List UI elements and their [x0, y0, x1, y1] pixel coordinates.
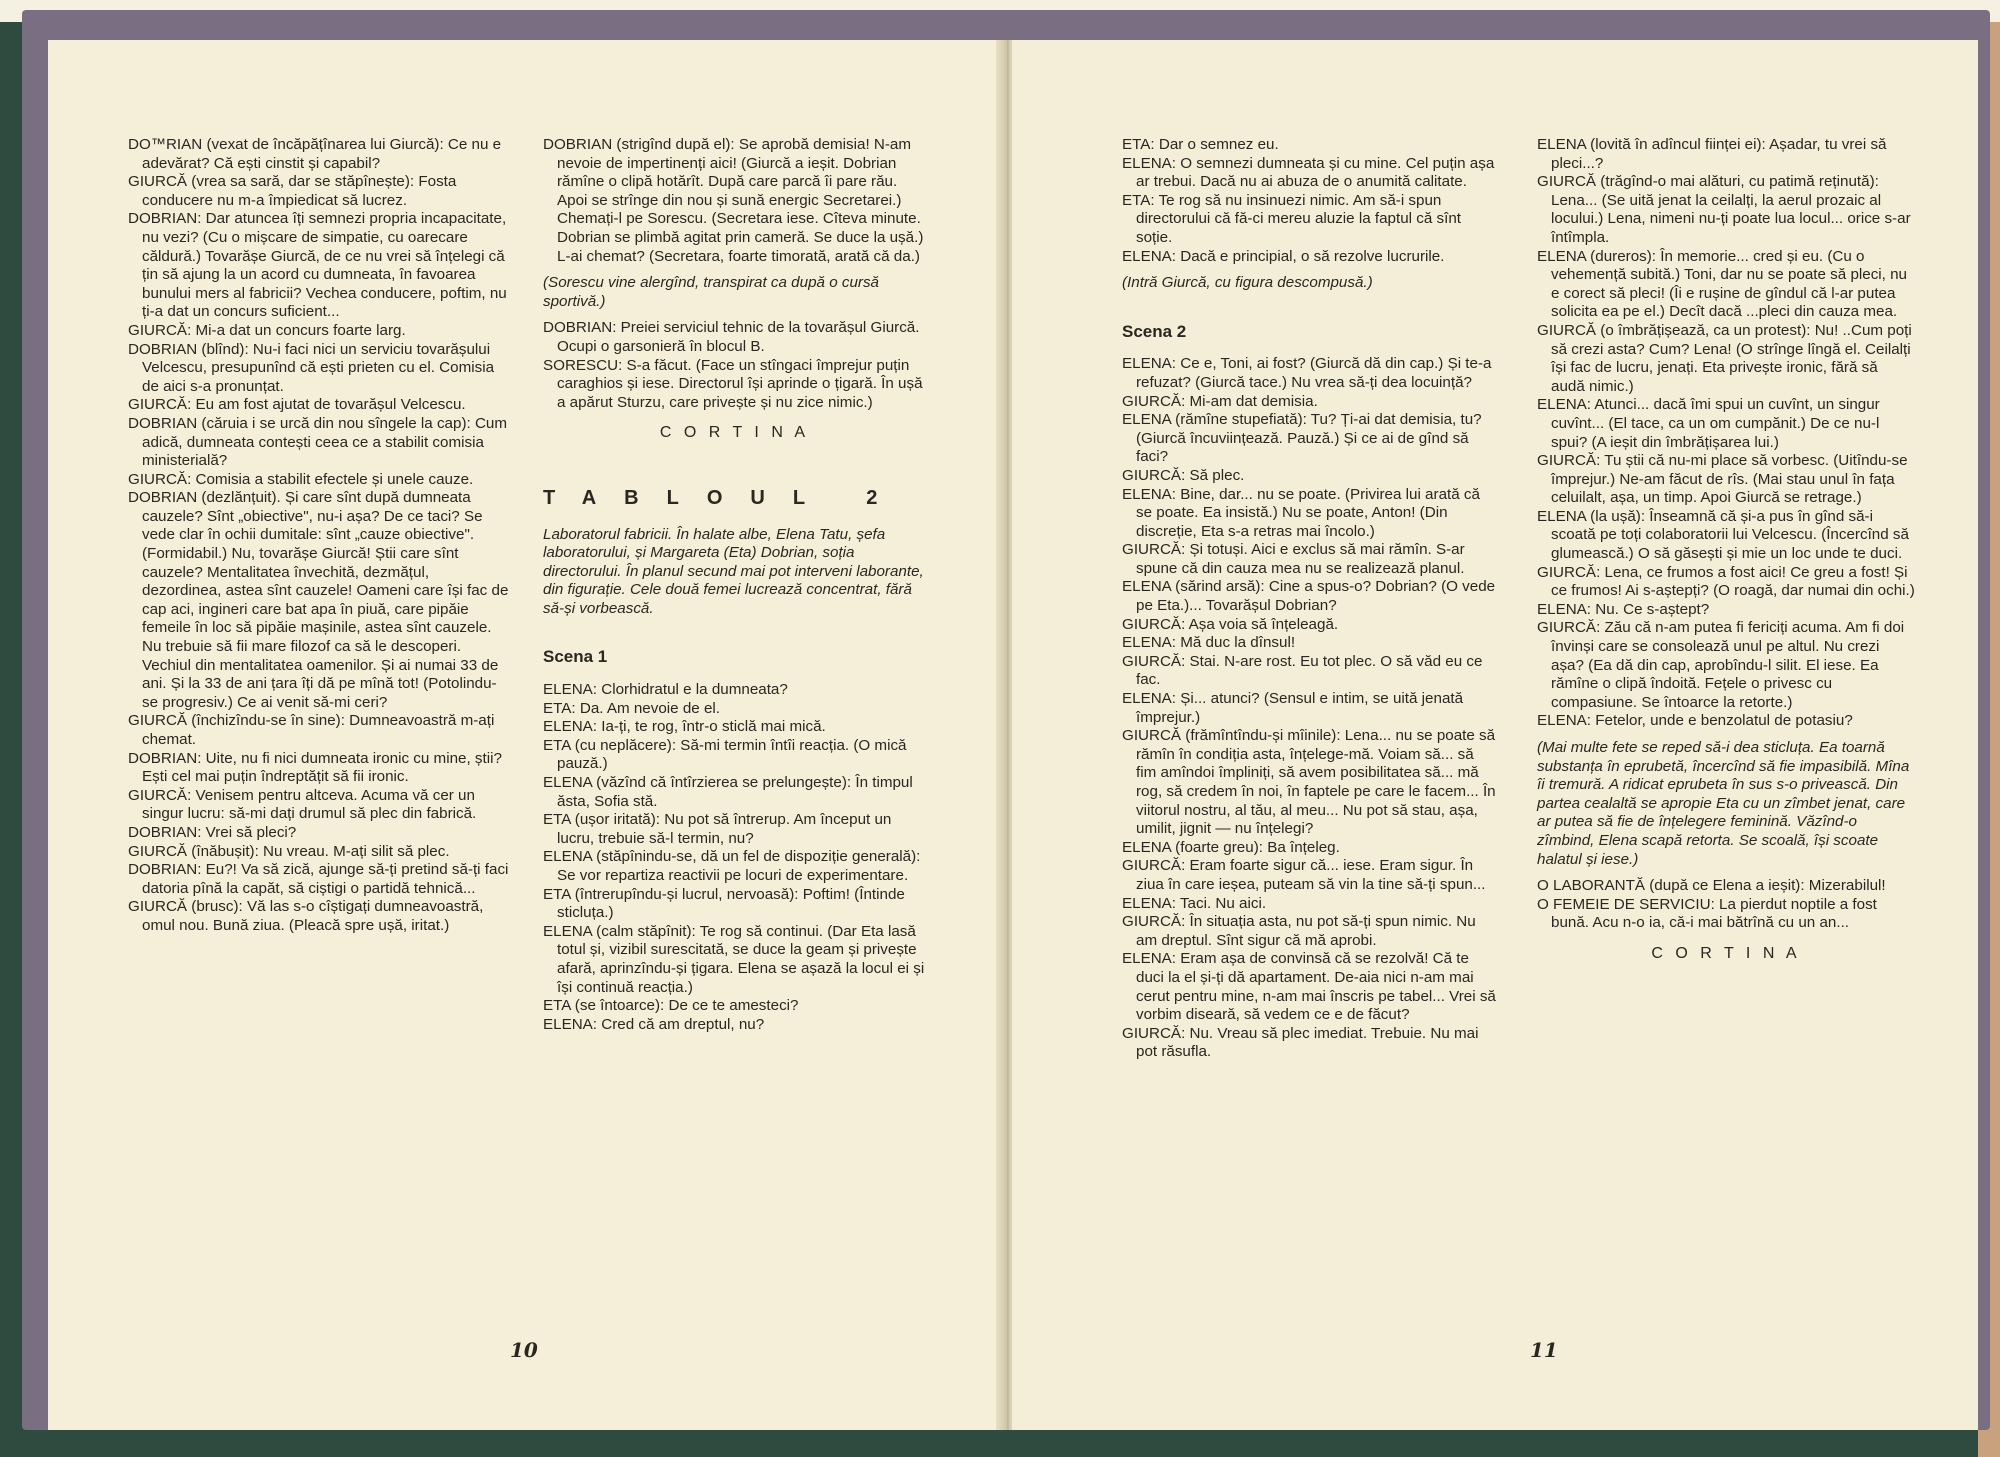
dialogue-line: ELENA (văzînd că întîrzierea se prelungește): În timpul ăsta, Sofia stă.: [543, 774, 913, 810]
dialogue-line: DOBRIAN (dezlănțuit). Și care sînt după dumneata cauzele? Sînt „obiective", nu-i așa? De ce taci? Se vede clar în ochii dumitale: sînt „cauze obiective". (Formidabil.) Nu, tovarășe Giurcă! Știi care sînt cauzele? Mentalitatea învechită, dezmățul, dezordinea, astea sînt cauzele! Oameni care își fac de cap aci, ingineri care bat apa în piuă, care pipăie femeile în loc să pipăie mașinile, astea sînt cauzele. Nu trebuie să fii mare filozof ca să le descoperi. Vechiul din mentalitatea oamenilor. Și ai numai 33 de ani. Și la 33 de ani țara îți dă pe mînă tot! (Potolindu-se progresiv.) Ce ai venit să-mi ceri?: [128, 489, 509, 711]
dialogue-line: ELENA (la ușă): Înseamnă că și-a pus în gînd să-i scoată pe toți colaboratorii lui Velcescu. (Încercînd să glumească.) O să găsești și mie un loc unde te duci.: [1537, 507, 1909, 563]
dialogue-line: DOBRIAN: Preiei serviciul tehnic de la tovarășul Giurcă. Ocupi o garsonieră în blocul B.: [543, 319, 920, 355]
dialogue-line: GIURCĂ (vrea sa sară, dar se stăpînește): Fosta conducere nu m-a împiedicat să lucrez.: [128, 173, 457, 209]
stage-direction: (Sorescu vine alergînd, transpirat ca după o cursă sportivă.): [543, 274, 879, 310]
dialogue-line: ELENA (stăpînindu-se, dă un fel de dispoziție generală): Se vor repartiza reactivii pe locuri de experimentare.: [543, 848, 921, 884]
dialogue-line: O LABORANTĂ (după ce Elena a ieșit): Mizerabilul!: [1537, 877, 1886, 895]
open-book: [22, 10, 1990, 1430]
dialogue-line: GIURCĂ: Să plec.: [1122, 466, 1245, 484]
dialogue-line: GIURCĂ (înăbușit): Nu vreau. M-ați silit să plec.: [128, 842, 450, 860]
left-page: [48, 40, 1005, 1430]
dialogue-line: ETA (ușor iritată): Nu pot să întrerup. Am început un lucru, trebuie să-l termin, nu?: [543, 811, 892, 847]
dialogue-line: ELENA (foarte greu): Ba înțeleg.: [1122, 838, 1340, 856]
dialogue-line: ELENA: Eram așa de convinsă că se rezolvă! Că te duci la el și-ți dă apartament. De-aia nici n-am mai cerut pentru mine, n-am mai înscris pe tabel... Vrei să vorbim diseară, să vedem ce e de făcut?: [1122, 950, 1496, 1024]
dialogue-line: GIURCĂ: Eram foarte sigur că... iese. Eram sigur. În ziua în care ieșea, puteam să vin la tine să-ți spun...: [1122, 857, 1486, 893]
dialogue-line: GIURCĂ: Așa voia să înțeleagă.: [1122, 615, 1339, 633]
dialogue-line: GIURCĂ (brusc): Vă las s-o cîștigați dumneavoastră, omul nou. Bună ziua. (Pleacă spre ușă, iritat.): [128, 898, 484, 934]
dialogue-line: ELENA: Dacă e principial, o să rezolve lucrurile.: [1122, 247, 1445, 265]
dialogue-line: ETA (cu neplăcere): Să-mi termin întîi reacția. (O mică pauză.): [543, 736, 907, 773]
dialogue-line: ELENA (lovită în adîncul ființei ei): Așadar, tu vrei să pleci...?: [1537, 136, 1887, 172]
curtain-marker: C O R T I N A: [1651, 944, 1801, 962]
dialogue-line: DOBRIAN (strigînd după el): Se aprobă demisia! N-am nevoie de impertinenți aici! (Giurcă a ieșit. Dobrian rămîne o clipă hotărît. După care parcă îi pare rău. Apoi se strînge din nou și sună energic Secretarei.) Chemați-l pe Sorescu. (Secretara iese. Cîteva minute. Dobrian se plimbă agitat prin cameră. Se duce la ușă.) L-ai chemat? (Secretara, foarte timorată, arată că da.): [543, 136, 924, 265]
right-page: [1012, 40, 1978, 1430]
dialogue-line: ELENA: Și... atunci? (Sensul e intim, se uită jenată împrejur.): [1122, 690, 1464, 726]
dialogue-line: ELENA: Atunci... dacă îmi spui un cuvînt, un singur cuvînt... (El tace, ca un om cumpănit.) De ce nu-l spui? (A ieșit din îmbrățișarea lui.): [1537, 396, 1880, 451]
stage-direction: (Mai multe fete se reped să-i dea sticluța. Ea toarnă substanța în eprubetă, încercînd să fie impasibilă. Mîna îi tremură. A ridicat eprubeta în sus s-o privească. Din partea cealaltă se apropie Eta cu un zîmbet jenat, care ar putea să fie de înțelegere feminină. Văzînd-o zîmbind, Elena scapă retorta. Se scoală, își scoate halatul și iese.): [1537, 739, 1910, 868]
right-column-c: [1122, 136, 1497, 1062]
dialogue-line: GIURCĂ (închizîndu-se în sine): Dumneavoastră m-ați chemat.: [128, 712, 495, 748]
dialogue-line: GIURCĂ: Zău că n-am putea fi fericiți acuma. Am fi doi învinși care se consolează unul pe altul. Nu crezi așa? (Ea dă din cap, aprobîndu-l silit. El iese. Ea rămîne o clipă îndoită. Fețele o privesc cu compasiune. Se întoarce la retorte.): [1537, 619, 1905, 711]
dialogue-line: O FEMEIE DE SERVICIU: La pierdut noptile a fost bună. Acu n-o ia, că-i mai bătrînă cu un an...: [1537, 895, 1877, 932]
dialogue-line: DOBRIAN (căruia i se urcă din nou sîngele la cap): Cum adică, dumneata contești ceea ce a stabilit comisia ministerială?: [128, 414, 508, 470]
dialogue-line: DOBRIAN: Uite, nu fi nici dumneata ironic cu mine, știi? Ești cel mai puțin îndreptățit să fii ironic.: [128, 749, 502, 786]
stage-direction: Laboratorul fabricii. În halate albe, Elena Tatu, șefa laboratorului, și Margareta (Eta) Dobrian, soția directorului. În planul secund mai pot interveni laborante, din figurație. Cele două femei lucrează concentrat, fără să-și vorbească.: [543, 525, 924, 617]
dialogue-line: DO™RIAN (vexat de încăpățînarea lui Giurcă): Ce nu e adevărat? Că ești cinstit și capabil?: [128, 136, 502, 172]
dialogue-line: ELENA: Taci. Nu aici.: [1122, 894, 1267, 912]
dialogue-line: GIURCĂ: Mi-am dat demisia.: [1122, 392, 1318, 410]
dialogue-line: GIURCĂ: Eu am fost ajutat de tovarășul Velcescu.: [128, 396, 466, 414]
dialogue-line: GIURCĂ: Stai. N-are rost. Eu tot plec. O să văd eu ce fac.: [1122, 652, 1483, 689]
dialogue-line: GIURCĂ: Mi-a dat un concurs foarte larg.: [128, 321, 406, 339]
dialogue-line: ELENA: Mă duc la dînsul!: [1122, 634, 1296, 652]
dialogue-line: DOBRIAN (blînd): Nu-i faci nici un serviciu tovarășului Velcescu, presupunînd că ești prieten cu el. Comisia de aici s-a pronunțat.: [128, 340, 495, 395]
dialogue-line: GIURCĂ (o îmbrățișează, ca un protest): Nu! ..Cum poți să crezi asta? Cum? Lena! (O strînge lîngă el. Ceilalți își fac de lucru, jenați. Eta privește ironic, fără să audă nimic.): [1537, 321, 1912, 395]
dialogue-line: ELENA (rămîne stupefiată): Tu? Ți-ai dat demisia, tu? (Giurcă încuviințează. Pauză.) Și ce ai de gînd să faci?: [1122, 411, 1482, 466]
dialogue-line: ELENA (sărind arsă): Cine a spus-o? Dobrian? (O vede pe Eta.)... Tovarășul Dobrian?: [1122, 578, 1496, 615]
dialogue-line: GIURCĂ: Tu știi că nu-mi place să vorbesc. (Uitîndu-se împrejur.) Ne-am făcut de rîs. (Mai stau unul în fața celuilalt, așa, un timp. Apoi Giurcă se retrage.): [1537, 452, 1908, 507]
dialogue-line: ELENA: Clorhidratul e la dumneata?: [543, 681, 788, 699]
dialogue-line: GIURCĂ (frămîntîndu-și mîinile): Lena... nu se poate să rămîn în condiția asta, înțelege-mă. Voiam să... să fim amîndoi împliniți, să avem posibilitatea să... mă rog, să credem în noi, în faptele pe care le facem... În viitorul nostru, al tău, al meu... Nu pot să stau, așa, umilit, jignit — nu înțelegi?: [1122, 727, 1496, 838]
dialogue-line: ELENA (dureros): În memorie... cred și eu. (Cu o vehemență subită.) Toni, dar nu se poate să pleci, nu e corect să pleci! (Îi e rușine de gîndul că l-ar putea solicita ea pe el.) Decît dacă ...pleci din cauza mea.: [1537, 247, 1908, 321]
dialogue-line: ELENA: Ce e, Toni, ai fost? (Giurcă dă din cap.) Și te-a refuzat? (Giurcă tace.) Nu vrea să-ți dea locuință?: [1122, 355, 1492, 391]
dialogue-line: ELENA: Ia-ți, te rog, într-o sticlă mai mică.: [543, 718, 826, 736]
dialogue-line: ETA: Dar o semnez eu.: [1122, 136, 1279, 153]
dialogue-line: DOBRIAN: Dar atuncea îți semnezi propria incapacitate, nu vezi? (Cu o mișcare de simpatie, cu oarecare căldură.) Tovarășe Giurcă, de ce nu vrei să înțelegi că țin să ajung la un acord cu dumneata, în favoarea bunului mers al fabricii? Vechea conducere, poftim, nu ți-a dat un concurs suficient...: [128, 210, 507, 321]
dialogue-line: ELENA (calm stăpînit): Te rog să continui. (Dar Eta lasă totul și, vizibil surescitată, se duce la geam și privește afară, aprinzîndu-și țigara. Elena se așază la locul ei și își continuă reacția.): [543, 922, 925, 996]
dialogue-line: ELENA: Nu. Ce s-aștept?: [1537, 600, 1710, 618]
dialogue-line: ETA (întrerupîndu-și lucrul, nervoasă): Poftim! (Întinde sticluța.): [543, 885, 905, 922]
right-column-d: [1537, 136, 1915, 976]
dialogue-line: DOBRIAN: Vrei să pleci?: [128, 823, 297, 841]
dialogue-line: GIURCĂ: Comisia a stabilit efectele și unele cauze.: [128, 470, 474, 488]
left-column-b: [543, 136, 926, 1034]
page-number: 10: [510, 1338, 538, 1362]
dialogue-line: GIURCĂ: În situația asta, nu pot să-ți spun nimic. Nu am dreptul. Sînt sigur că mă aprobi.: [1122, 913, 1476, 949]
dialogue-line: ELENA: Fetelor, unde e benzolatul de potasiu?: [1537, 712, 1853, 730]
dialogue-line: GIURCĂ: Și totuși. Aici e exclus să mai rămîn. S-ar spune că din cauza mea nu se realizează planul.: [1122, 541, 1465, 577]
dialogue-line: DOBRIAN: Eu?! Va să zică, ajunge să-ți pretind să-ți faci datoria pînă la capăt, să ciștigi o partidă tehnică...: [128, 861, 509, 897]
curtain-marker: C O R T I N A: [659, 424, 810, 442]
tableau-heading: TABLOUL 2: [543, 486, 906, 509]
dialogue-line: GIURCĂ (trăgînd-o mai alături, cu patimă reținută): Lena... (Se uită jenat la ceilalți, la aerul prozaic al locului.) Lena, nimeni nu-ți poate lua locul... orice s-ar întîmpla.: [1537, 173, 1911, 246]
dialogue-line: GIURCĂ: Nu. Vreau să plec imediat. Trebuie. Nu mai pot răsufla.: [1122, 1024, 1479, 1061]
scene-heading: Scena 1: [543, 647, 608, 667]
dialogue-line: ELENA: Cred că am dreptul, nu?: [543, 1015, 765, 1033]
dialogue-line: ETA: Te rog să nu insinuezi nimic. Am să-i spun directorului că fă-ci mereu aluzie la faptul că sînt soție.: [1122, 191, 1461, 246]
dialogue-line: ELENA: Bine, dar... nu se poate. (Privirea lui arată că se poate. Ea insistă.) Nu se poate, Anton! (Din discreție, Eta s-a retras mai încolo.): [1122, 485, 1480, 540]
page-number: 11: [1530, 1338, 1558, 1362]
dialogue-line: ETA: Da. Am nevoie de el.: [543, 699, 720, 717]
left-column-a: [128, 136, 511, 936]
dialogue-line: ETA (se întoarce): De ce te amesteci?: [543, 997, 799, 1015]
dialogue-line: GIURCĂ: Venisem pentru altceva. Acuma vă cer un singur lucru: să-mi dați drumul să plec din fabrică.: [128, 786, 477, 823]
stage-direction: (Intră Giurcă, cu figura descompusă.): [1122, 274, 1373, 292]
scene-heading: Scena 2: [1122, 321, 1187, 341]
dialogue-line: SORESCU: S-a făcut. (Face un stîngaci împrejur puțin caraghios și iese. Directorul își aprinde o țigară. În ușă a apărut Sturzu, care privește și nu zice nimic.): [543, 356, 923, 411]
dialogue-line: GIURCĂ: Lena, ce frumos a fost aici! Ce greu a fost! Și ce frumos! Ai s-aștepți? (O roagă, dar numai din ochi.): [1537, 563, 1915, 600]
dialogue-line: ELENA: O semnezi dumneata și cu mine. Cel puțin așa ar trebui. Dacă nu ai abuza de o anumită calitate.: [1122, 154, 1495, 191]
